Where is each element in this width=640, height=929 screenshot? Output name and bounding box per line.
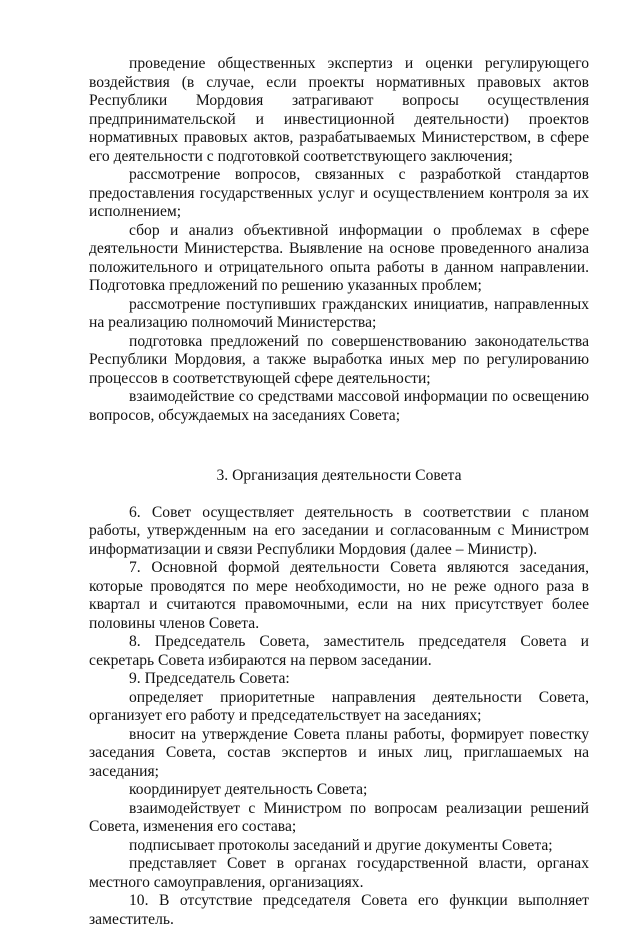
paragraph-service-standards: рассмотрение вопросов, связанных с разработкой стандартов предоставления государственных услуг и осуществлением контроля за их исполнением; xyxy=(89,166,589,220)
paragraph-item-9: 9. Председатель Совета: xyxy=(129,670,290,687)
paragraph-legislation-proposals: подготовка предложений по совершенствованию законодательства Республики Мордовия, а также выработка иных мер по регулированию процессов в соответствующей сфере деятельности; xyxy=(89,332,589,387)
paragraph-item-8: 8. Председатель Совета, заместитель председателя Совета и секретарь Совета избираются на первом заседании. xyxy=(89,633,589,669)
paragraph-chairman-minister-interaction: взаимодействует с Министром по вопросам реализации решений Совета, изменения его состава; xyxy=(89,799,589,835)
paragraph-information-analysis: сбор и анализ объективной информации о проблемах в сфере деятельности Министерства. Выявление на основе проведенного анализа положительного и отрицательного опыта работы в данном направлении. Подготовка предложений по решению указанных проблем; xyxy=(89,221,589,294)
section-heading: 3. Организация деятельности Совета xyxy=(216,467,462,484)
paragraph-public-expertise: проведение общественных экспертиз и оценки регулирующего воздействия (в случае, если проекты нормативных правовых актов Республики Мордовия затрагивают вопросы осуществления предпринимательской и инвестиционной деятельности) проектов нормативных правовых актов, разрабатываемых Министерством, в сфере его деятельности с подготовкой соответствующего заключения; xyxy=(89,55,589,165)
paragraph-item-10: 10. В отсутствие председателя Совета его функции выполняет заместитель. xyxy=(89,892,589,928)
paragraph-chairman-plans: вносит на утверждение Совета планы работы, формирует повестку заседания Совета, состав экспертов и иных лиц, приглашаемых на заседания; xyxy=(89,725,589,780)
paragraph-chairman-signs-protocols: подписывает протоколы заседаний и другие документы Совета; xyxy=(129,836,553,854)
paragraph-chairman-coordination: координирует деятельность Совета; xyxy=(129,781,368,798)
paragraph-mass-media: взаимодействие со средствами массовой информации по освещению вопросов, обсуждаемых на заседаниях Совета; xyxy=(89,388,589,424)
paragraph-chairman-priorities: определяет приоритетные направления деятельности Совета, организует его работу и председательствует на заседаниях; xyxy=(89,688,589,724)
document-page xyxy=(89,55,589,929)
paragraph-item-6: 6. Совет осуществляет деятельность в соответствии с планом работы, утвержденным на его заседании и согласованным с Министром информатизации и связи Республики Мордовия (далее – Министр). xyxy=(89,503,589,558)
paragraph-item-7: 7. Основной формой деятельности Совета являются заседания, которые проводятся по мере необходимости, но не реже одного раза в квартал и считаются правомочными, если на них присутствует более половины членов Совета. xyxy=(89,559,589,632)
paragraph-chairman-represents: представляет Совет в органах государственной власти, органах местного самоуправления, организациях. xyxy=(89,855,589,891)
paragraph-civil-initiatives: рассмотрение поступивших гражданских инициатив, направленных на реализацию полномочий Министерства; xyxy=(89,295,589,331)
